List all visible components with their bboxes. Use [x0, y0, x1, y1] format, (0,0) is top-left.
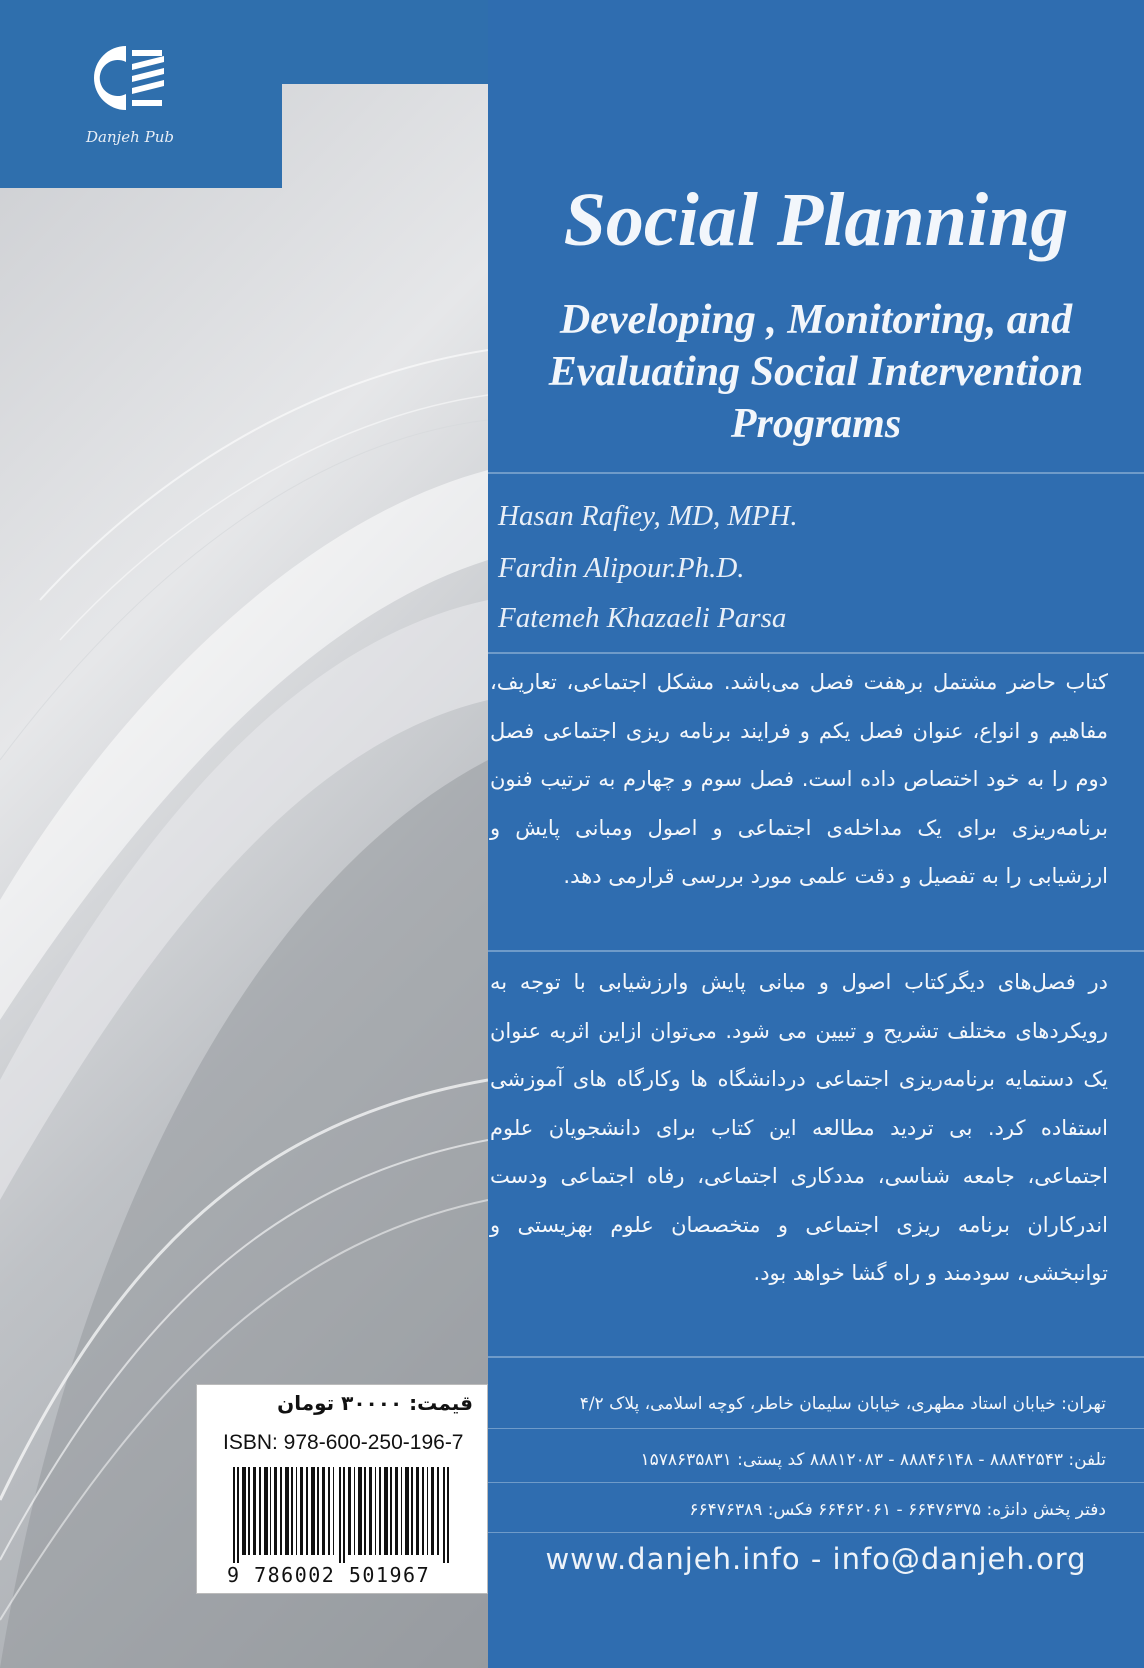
publisher-distribution: دفتر پخش دانژه: ۶۶۴۷۶۳۷۵ - ۶۶۴۶۲۰۶۱ فکس: ۶۶۴۷۶۳۸۹: [689, 1500, 1106, 1520]
danjeh-logo-icon: [86, 42, 170, 114]
logo-step-band: [282, 0, 488, 84]
book-subtitle: [492, 294, 1140, 450]
subtitle-line: Developing , Monitoring, and: [559, 297, 1073, 343]
barcode-graphic: [233, 1467, 453, 1563]
author-name: Hasan Rafiey, MD, MPH.: [498, 500, 798, 532]
isbn-label: ISBN: 978-600-250-196-7: [223, 1431, 464, 1454]
subtitle-line: Evaluating Social Intervention: [548, 349, 1084, 395]
book-title: Social Planning: [563, 178, 1069, 262]
divider: [488, 472, 1144, 474]
description-paragraph: کتاب حاضر مشتمل برهفت فصل می‌باشد. مشکل اجتماعی، تعاریف، مفاهیم و انواع، عنوان فصل یکم و فرایند برنامه ریزی اجتماعی فصل دوم را به خود اختصاص داده است. فصل سوم و چهارم به ترتیب فنون برنامه‌ریزی برای یک مداخله‌ی اجتماعی و اصول ومبانی پایش و ارزشیابی را به تفصیل و دقت علمی مورد بررسی قرارمی دهد.: [490, 670, 1108, 888]
divider: [488, 1532, 1144, 1533]
price-barcode-sticker: [196, 1384, 488, 1594]
divider: [488, 1482, 1144, 1483]
description-paragraph: در فصل‌های دیگرکتاب اصول و مبانی پایش وارزشیابی با توجه به رویکردهای مختلف تشریح و تبیین می شود. می‌توان ازاین اثربه عنوان یک دستمایه برنامه‌ریزی اجتماعی دردانشگاه ها وکارگاه های آموزشی استفاده کرد. بی تردید مطالعه این کتاب برای دانشجویان علوم اجتماعی، جامعه شناسی، مددکاری اجتماعی، رفاه اجتماعی ودست اندرکاران برنامه ریزی اجتماعی و متخصصان علوم بهزیستی و توانبخشی، سودمند و راه گشا خواهد بود.: [490, 970, 1108, 1285]
publisher-address: تهران: خیابان استاد مطهری، خیابان سلیمان خاطر، کوچه اسلامی، پلاک ۴/۲: [579, 1394, 1106, 1414]
divider: [488, 950, 1144, 952]
divider: [488, 652, 1144, 654]
publisher-phones: تلفن: ۸۸۸۴۲۵۴۳ - ۸۸۸۴۶۱۴۸ - ۸۸۸۱۲۰۸۳ کد پستی: ۱۵۷۸۶۳۵۸۳۱: [640, 1450, 1106, 1470]
publisher-name: Danjeh Pub: [86, 128, 174, 146]
price-label: قیمت: ۳۰۰۰۰ تومان: [277, 1391, 473, 1415]
publisher-web: www.danjeh.info - info@danjeh.org: [545, 1542, 1087, 1576]
publisher-logo-block: [0, 0, 282, 188]
author-name: Fatemeh Khazaeli Parsa: [498, 602, 787, 634]
divider: [488, 1428, 1144, 1429]
divider: [488, 1356, 1144, 1358]
barcode-digits: 9 786002 501967: [227, 1563, 431, 1587]
subtitle-line: Programs: [730, 401, 902, 447]
author-name: Fardin Alipour.Ph.D.: [498, 552, 745, 584]
